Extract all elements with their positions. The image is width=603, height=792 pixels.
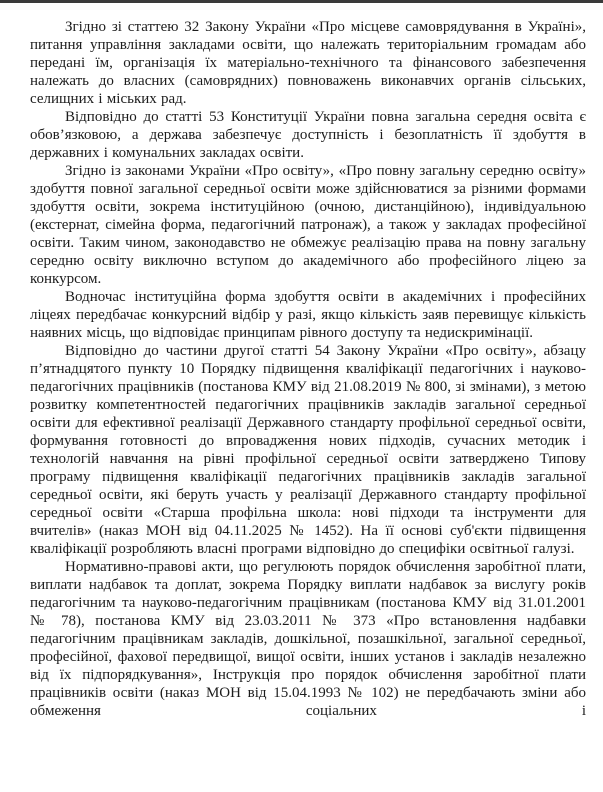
paragraph-local-self-government: Згідно зі статтею 32 Закону України «Про місцеве самоврядування в Україні», питання управління закладами освіти, що належать територіальним громадам або передані їм, організація їх матеріально-технічного та фінансового забезпечення належать до власних (самоврядних) повноважень виконавчих органів сільських, селищних і міських рад. <box>30 19 586 107</box>
scan-edge-bar <box>0 0 603 3</box>
paragraph-education-forms: Згідно із законами України «Про освіту», «Про повну загальну середню освіту» здобуття повної загальної середньої освіти може здійснюватися за різними формами здобуття освіти, зокрема інституційною (очною, дистанційною), індивідуальною (екстернат, сімейна форма, педагогічний патронаж), а також у закладах професійної освіти. Таким чином, законодавство не обмежує реалізацію права на повну загальну середню освіту виключно вступом до академічного або професійного ліцею за конкурсом. <box>30 163 586 287</box>
paragraph-salary-regulations: Нормативно-правові акти, що регулюють порядок обчислення заробітної плати, виплати надбавок та доплат, зокрема Порядку виплати надбавок за вислугу років педагогічним та науково-педагогічним працівникам (постанова КМУ від 31.01.2001 № 78), постанова КМУ від 23.03.2011 № 373 «Про встановлення надбавки педагогічним працівникам закладів, дошкільної, позашкільної, загальної середньої, професійної, фахової передвищої, вищої освіти, інших установ і закладів незалежно від їх підпорядкування», Інструкція про порядок обчислення заробітної плати працівників освіти (наказ МОН від 15.04.1993 № 102) не передбачають зміни або обмеження соціальних і <box>30 559 586 719</box>
paragraph-teacher-qualification-program: Відповідно до частини другої статті 54 Закону України «Про освіту», абзацу п’ятнадцятого пункту 10 Порядку підвищення кваліфікації педагогічних і науково-педагогічних працівників (постанова КМУ від 21.08.2019 № 800, зі змінами), з метою розвитку компетентностей педагогічних працівників закладів загальної середньої освіти для ефективної реалізації Державного стандарту профільної середньої освіти, формування готовності до впровадження нових підходів, сучасних методик і технологій навчання на рівні профільної середньої освіти затверджено Типову програму підвищення кваліфікації педагогічних працівників закладів загальної середньої освіти, які беруть участь у реалізації Державного стандарту профільної середньої освіти «Старша профільна школа: нові підходи та інструменти для вчителів» (наказ МОН від 04.11.2025 № 1452). На її основі суб'єкти підвищення кваліфікації розробляють власні програми відповідно до специфіки освітньої галузі. <box>30 343 586 557</box>
paragraph-constitution-article-53: Відповідно до статті 53 Конституції України повна загальна середня освіта є обов’язковою, а держава забезпечує доступність і безоплатність її здобуття в державних і комунальних закладах освіти. <box>30 109 586 161</box>
document-body <box>30 18 586 720</box>
paragraph-competitive-selection: Водночас інституційна форма здобуття освіти в академічних і професійних ліцеях передбачає конкурсний відбір у разі, якщо кількість заяв перевищує кількість наявних місць, що відповідає принципам рівного доступу та недискримінації. <box>30 289 586 341</box>
